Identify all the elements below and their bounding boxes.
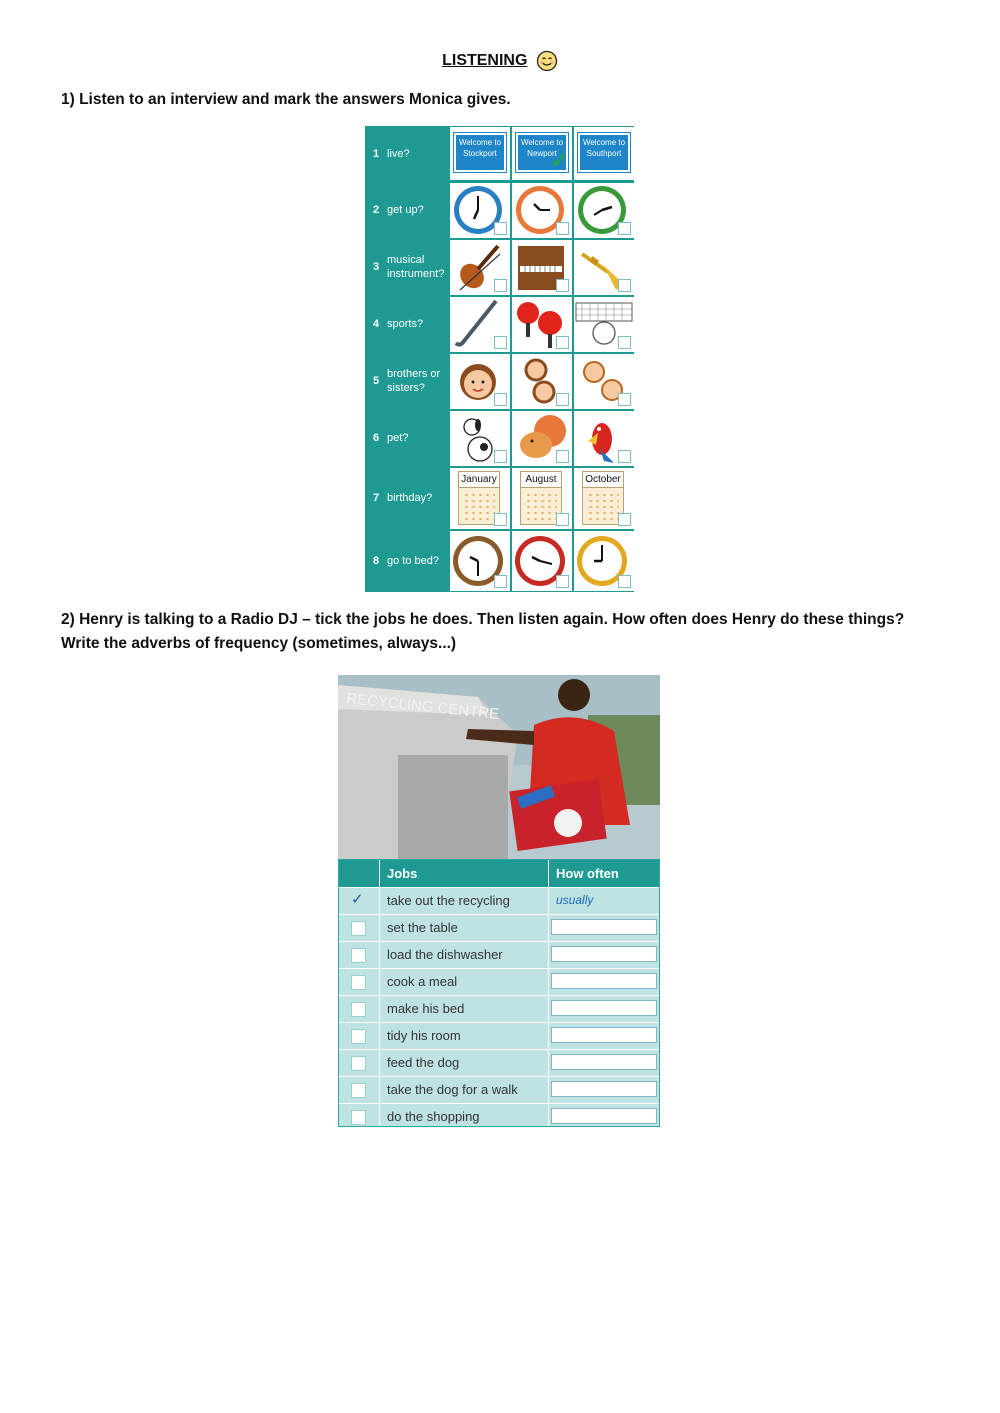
answer-checkbox[interactable] bbox=[618, 393, 631, 406]
job-label: do the shopping bbox=[387, 1109, 480, 1124]
option-a[interactable] bbox=[450, 354, 510, 409]
town-sign: Welcome to Newport bbox=[516, 133, 568, 172]
answer-checkbox[interactable] bbox=[494, 279, 507, 292]
how-often-answer: usually bbox=[556, 893, 594, 907]
answer-checkbox[interactable] bbox=[556, 575, 569, 588]
how-often-input[interactable] bbox=[551, 946, 657, 962]
table-row bbox=[339, 995, 659, 1023]
option-southport[interactable] bbox=[574, 127, 634, 180]
recycling-photo bbox=[338, 675, 660, 859]
option-a[interactable] bbox=[450, 468, 510, 529]
how-often-input[interactable] bbox=[551, 1081, 657, 1097]
job-checkbox[interactable] bbox=[351, 948, 366, 963]
option-a[interactable] bbox=[450, 240, 510, 295]
option-b[interactable] bbox=[512, 297, 572, 352]
option-a[interactable] bbox=[450, 411, 510, 466]
job-label: load the dishwasher bbox=[387, 947, 503, 962]
table-row bbox=[339, 941, 659, 969]
row-number: 1 bbox=[372, 147, 380, 160]
column-header-jobs: Jobs bbox=[387, 866, 418, 881]
answer-checkbox[interactable] bbox=[618, 450, 631, 463]
option-a[interactable] bbox=[450, 297, 510, 352]
job-label: take out the recycling bbox=[387, 893, 510, 908]
question-1-instruction: 1) Listen to an interview and mark the answers Monica gives. bbox=[61, 91, 511, 108]
table-row bbox=[339, 1076, 659, 1104]
table-row bbox=[339, 914, 659, 942]
answer-checkbox[interactable] bbox=[556, 336, 569, 349]
how-often-input[interactable] bbox=[551, 1027, 657, 1043]
job-label: tidy his room bbox=[387, 1028, 461, 1043]
option-newport[interactable] bbox=[512, 127, 572, 180]
answer-checkbox[interactable] bbox=[556, 450, 569, 463]
how-often-input[interactable] bbox=[551, 1054, 657, 1070]
table-row bbox=[339, 1022, 659, 1050]
option-a[interactable] bbox=[450, 183, 510, 238]
page-title: LISTENING bbox=[0, 50, 1000, 72]
table-row: 8 go to bed? bbox=[365, 530, 634, 592]
how-often-input[interactable] bbox=[551, 919, 657, 935]
option-c[interactable] bbox=[574, 411, 634, 466]
option-stockport[interactable] bbox=[450, 127, 510, 180]
option-c[interactable] bbox=[574, 354, 634, 409]
answer-checkbox[interactable] bbox=[494, 336, 507, 349]
option-b[interactable] bbox=[512, 411, 572, 466]
answer-checkbox[interactable] bbox=[494, 513, 507, 526]
answer-checkbox[interactable] bbox=[494, 450, 507, 463]
option-c[interactable] bbox=[574, 183, 634, 238]
table-row: 3 musical instrument? bbox=[365, 239, 634, 295]
table-row bbox=[339, 1049, 659, 1077]
calendar-icon: August bbox=[520, 471, 562, 525]
option-c[interactable] bbox=[574, 468, 634, 529]
town-sign: Welcome to Southport bbox=[578, 133, 630, 172]
option-c[interactable] bbox=[574, 531, 634, 591]
job-checkbox[interactable] bbox=[351, 1110, 366, 1125]
option-c[interactable] bbox=[574, 240, 634, 295]
table-row: 7 birthday? January August October bbox=[365, 467, 634, 529]
table-row: 2 get up? bbox=[365, 182, 634, 238]
check-mark-icon: ✓ bbox=[550, 148, 569, 173]
table-row bbox=[339, 1103, 659, 1127]
answer-checkbox[interactable] bbox=[556, 513, 569, 526]
job-checkbox[interactable] bbox=[351, 1056, 366, 1071]
calendar-icon: January bbox=[458, 471, 500, 525]
column-header-how-often: How often bbox=[556, 866, 619, 881]
job-label: feed the dog bbox=[387, 1055, 460, 1070]
answer-checkbox[interactable] bbox=[618, 336, 631, 349]
question-2-instruction: 2) Henry is talking to a Radio DJ – tick the jobs he does. Then listen again. How often does Henry do these things? Write the adverbs of frequency (sometimes, always...) bbox=[61, 611, 905, 652]
table-row: 6 pet? bbox=[365, 410, 634, 466]
job-checkbox[interactable] bbox=[351, 1002, 366, 1017]
job-checkbox[interactable] bbox=[351, 1029, 366, 1044]
town-sign: Welcome to Stockport bbox=[454, 133, 506, 172]
table-row bbox=[339, 887, 659, 915]
answer-checkbox[interactable] bbox=[556, 222, 569, 235]
answer-checkbox[interactable] bbox=[556, 279, 569, 292]
answer-checkbox[interactable] bbox=[618, 513, 631, 526]
how-often-input[interactable] bbox=[551, 1108, 657, 1124]
row-question: live? bbox=[387, 147, 410, 160]
job-label: set the table bbox=[387, 920, 458, 935]
job-checkbox[interactable] bbox=[351, 1083, 366, 1098]
option-c[interactable] bbox=[574, 297, 634, 352]
answer-checkbox[interactable] bbox=[618, 222, 631, 235]
option-a[interactable] bbox=[450, 531, 510, 591]
option-b[interactable] bbox=[512, 354, 572, 409]
smiley-emoji-icon bbox=[536, 50, 558, 72]
table-row: 4 sports? bbox=[365, 296, 634, 352]
option-b[interactable] bbox=[512, 240, 572, 295]
how-often-input[interactable] bbox=[551, 973, 657, 989]
check-mark-icon: ✓ bbox=[351, 891, 364, 908]
table-row bbox=[365, 126, 634, 181]
job-checkbox[interactable] bbox=[351, 921, 366, 936]
jobs-table-header bbox=[339, 860, 659, 887]
answer-checkbox[interactable] bbox=[494, 575, 507, 588]
answer-checkbox[interactable] bbox=[618, 575, 631, 588]
calendar-icon: October bbox=[582, 471, 624, 525]
answer-checkbox[interactable] bbox=[494, 222, 507, 235]
how-often-input[interactable] bbox=[551, 1000, 657, 1016]
job-label: take the dog for a walk bbox=[387, 1082, 518, 1097]
job-label: make his bed bbox=[387, 1001, 465, 1016]
job-checkbox[interactable] bbox=[351, 975, 366, 990]
answer-checkbox[interactable] bbox=[618, 279, 631, 292]
table-row: 5 brothers or sisters? bbox=[365, 353, 634, 409]
table-row bbox=[339, 968, 659, 996]
option-b[interactable] bbox=[512, 183, 572, 238]
option-b[interactable] bbox=[512, 468, 572, 529]
job-label: cook a meal bbox=[387, 974, 458, 989]
monica-answers-table bbox=[365, 126, 634, 592]
option-b[interactable] bbox=[512, 531, 572, 591]
recycling-sign-text: RECYCLING CENTRE bbox=[345, 690, 500, 724]
answer-checkbox[interactable] bbox=[494, 393, 507, 406]
jobs-table bbox=[338, 859, 660, 1127]
answer-checkbox[interactable] bbox=[556, 393, 569, 406]
